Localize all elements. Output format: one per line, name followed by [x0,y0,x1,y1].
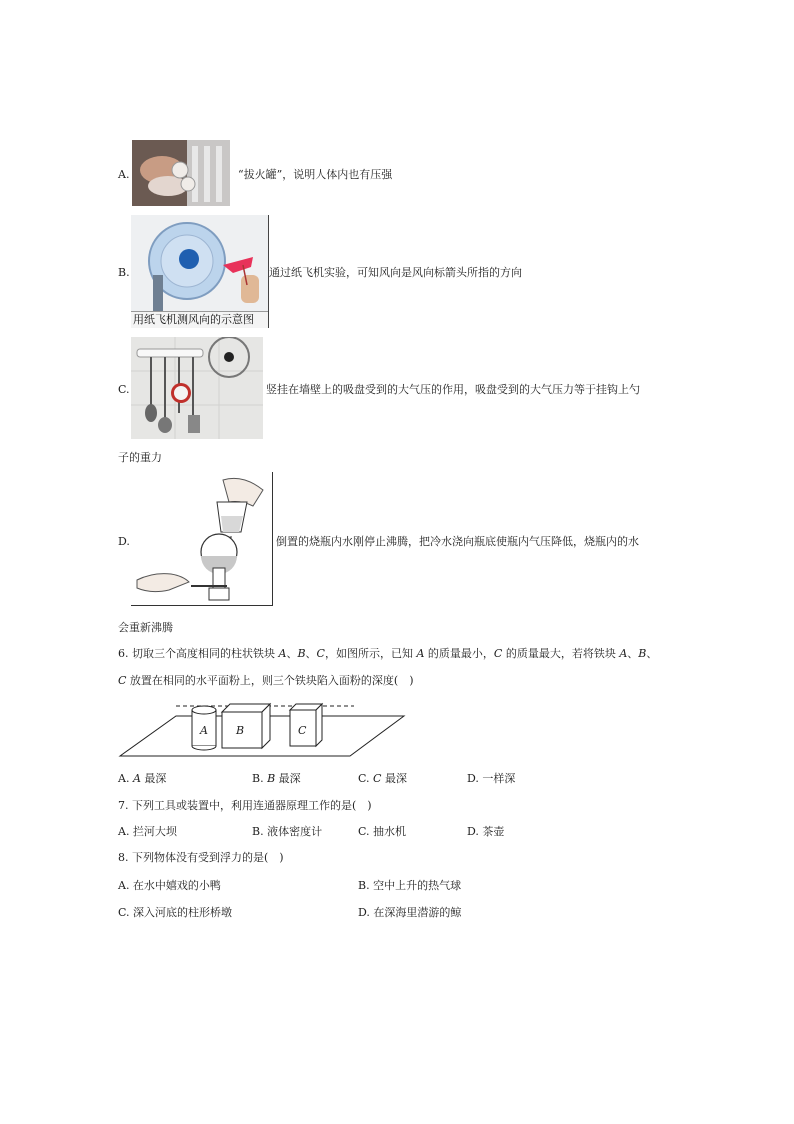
q8-option-b[interactable]: B. 空中上升的热气球 [358,879,462,892]
q7-option-c[interactable]: C. 抽水机 [358,825,407,838]
block-c-label: C [298,724,307,737]
q6-option-d[interactable]: D. 一样深 [467,772,516,785]
suction-hook-photo [131,337,263,439]
option-b-letter: B. [118,266,130,279]
q6-option-c[interactable]: C. C 最深 [358,772,407,785]
option-d-letter: D. [118,535,130,548]
q6-stem-line1: 6. 切取三个高度相同的柱状铁块 A、B、C，如图所示，已知 A 的质量最小，C 的质量最大，若将铁块 A、B、 [118,647,658,660]
q7-stem: 7. 下列工具或装置中，利用连通器原理工作的是( ) [118,799,372,812]
q8-option-c[interactable]: C. 深入河底的柱形桥墩 [118,906,233,919]
flask-boiling-diagram [131,472,273,606]
cupping-photo [132,140,230,206]
block-a-label: A [200,724,208,737]
option-b-text: 通过纸飞机实验，可知风向是风向标箭头所指的方向 [269,266,522,279]
q8-stem: 8. 下列物体没有受到浮力的是( ) [118,851,284,864]
option-d-text: 倒置的烧瓶内水刚停止沸腾，把冷水浇向瓶底使瓶内气压降低，烧瓶内的水 [276,535,639,548]
option-c-text: 竖挂在墙壁上的吸盘受到的大气压的作用，吸盘受到的大气压力等于挂钩上勺 [266,383,640,396]
iron-blocks-figure [118,698,408,760]
image-caption: 用纸飞机测风向的示意图 [131,311,268,328]
q7-option-d[interactable]: D. 茶壶 [467,825,505,838]
option-c-text-cont: 子的重力 [118,451,162,464]
q6-option-a[interactable]: A. A 最深 [118,772,167,785]
q6-stem-line2: C 放置在相同的水平面粉上，则三个铁块陷入面粉的深度( ) [118,674,414,687]
q8-option-a[interactable]: A. 在水中嬉戏的小鸭 [118,879,221,892]
q6-option-b[interactable]: B. B 最深 [252,772,301,785]
paper-plane-fan-image [131,215,269,328]
q7-option-b[interactable]: B. 液体密度计 [252,825,323,838]
option-a-letter: A. [118,168,130,181]
option-d-text-cont: 会重新沸腾 [118,621,173,634]
option-a-text: “拔火罐”，说明人体内也有压强 [238,168,393,181]
option-c-letter: C. [118,383,130,396]
q7-option-a[interactable]: A. 拦河大坝 [118,825,177,838]
block-b-label: B [236,724,245,737]
q8-option-d[interactable]: D. 在深海里潜游的鲸 [358,906,462,919]
